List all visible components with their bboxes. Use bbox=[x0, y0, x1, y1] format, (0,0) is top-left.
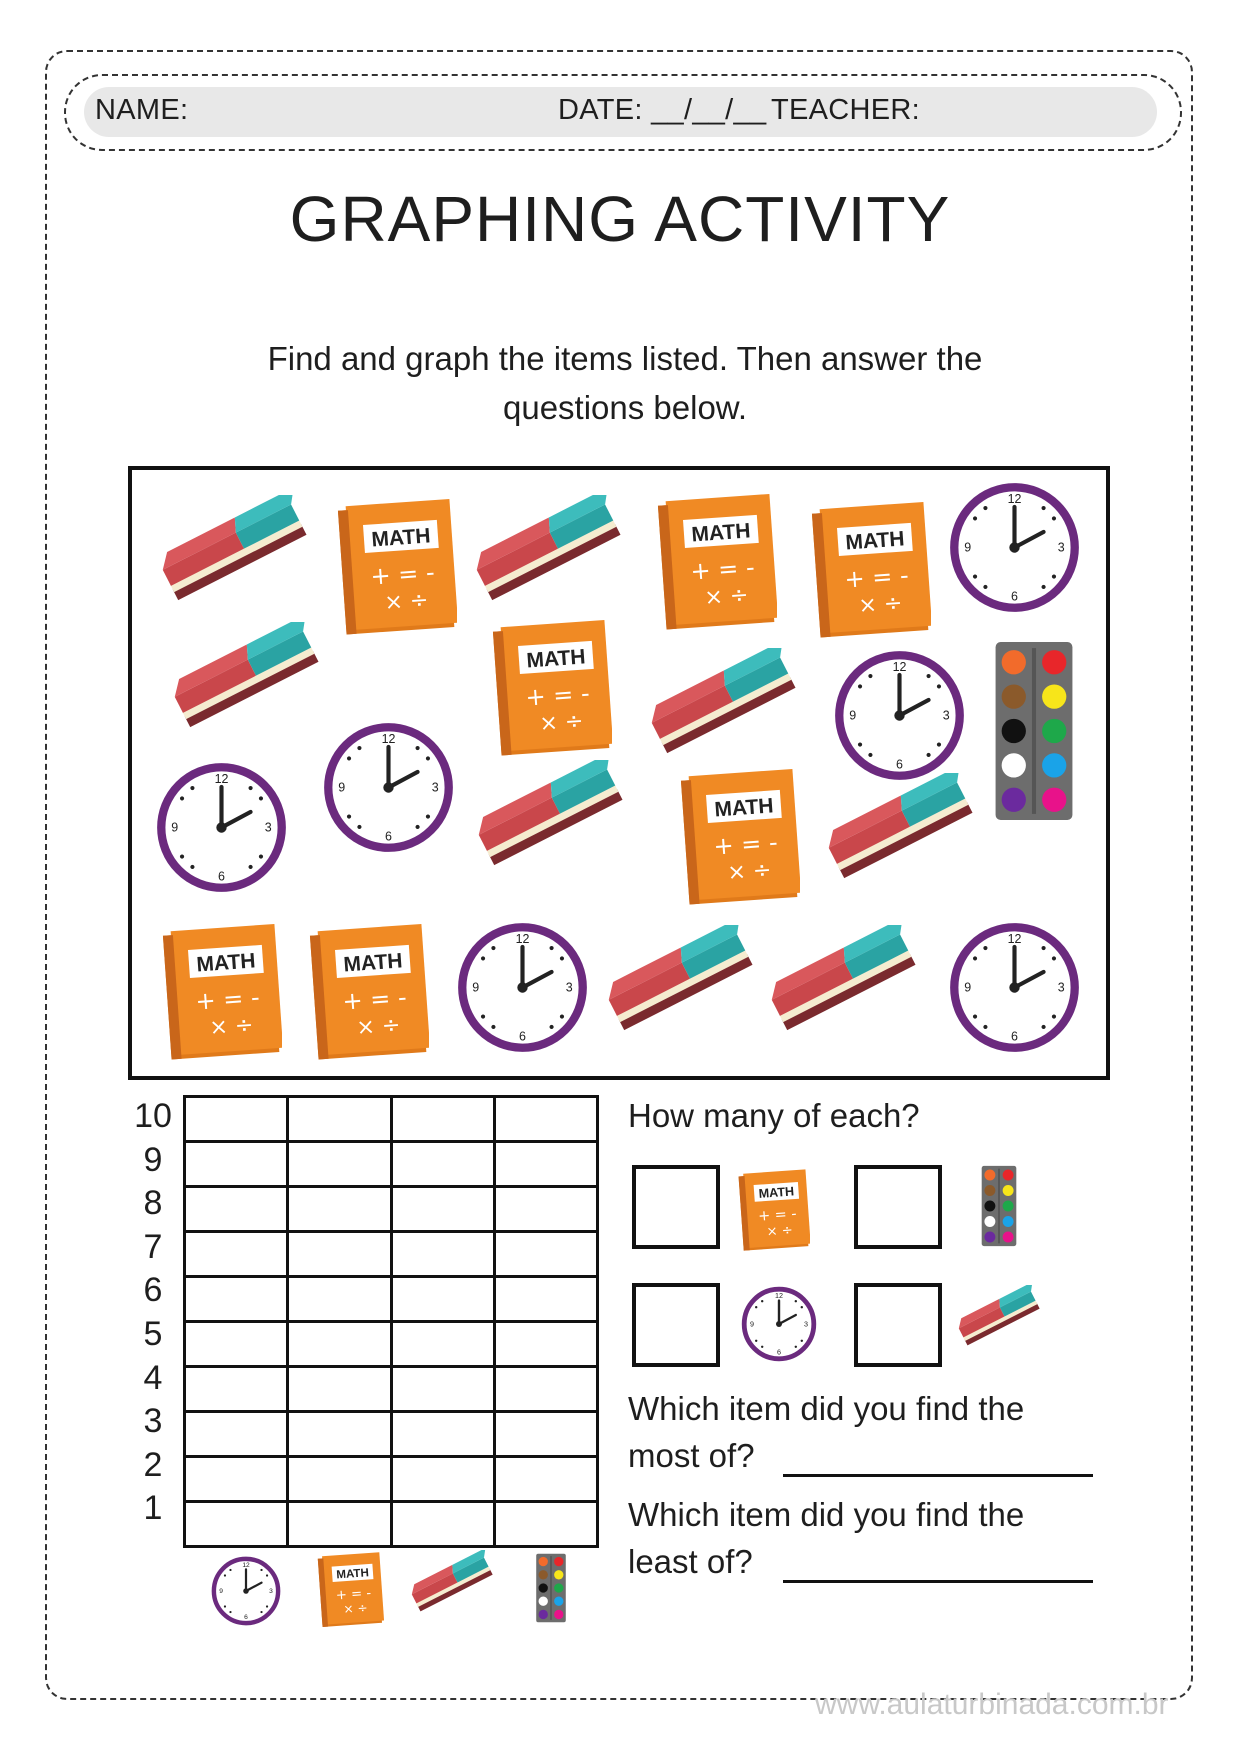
graph-cell[interactable] bbox=[494, 1367, 597, 1412]
clock-number: 9 bbox=[219, 1588, 223, 1596]
graph-cell[interactable] bbox=[494, 1277, 597, 1322]
date-label: DATE: __/__/__ bbox=[558, 94, 767, 126]
y-axis-label: 9 bbox=[143, 1140, 163, 1179]
graph-row bbox=[185, 1142, 598, 1187]
clock-number: 3 bbox=[431, 780, 439, 795]
clock-number: 9 bbox=[849, 708, 857, 723]
clock-number: 6 bbox=[1011, 1029, 1018, 1044]
svg-text:× ÷: × ÷ bbox=[355, 1012, 402, 1041]
graph-cell[interactable] bbox=[288, 1232, 391, 1277]
clock-number: 6 bbox=[385, 829, 392, 844]
question-most-line-2: most of? bbox=[628, 1437, 755, 1474]
graph-cell[interactable] bbox=[288, 1097, 391, 1142]
svg-text:× ÷: × ÷ bbox=[343, 1600, 369, 1617]
clock-count-box[interactable] bbox=[632, 1283, 720, 1367]
eraser-icon bbox=[765, 925, 925, 1045]
math-book-icon bbox=[304, 920, 429, 1065]
graph-cell[interactable] bbox=[288, 1142, 391, 1187]
answer-line-least[interactable] bbox=[783, 1580, 1093, 1583]
clock-number: 3 bbox=[804, 1319, 808, 1329]
paint-palette-icon bbox=[980, 1165, 1018, 1247]
eraser-icon bbox=[645, 648, 805, 768]
math-book-icon bbox=[735, 1167, 810, 1254]
answer-line-most[interactable] bbox=[783, 1474, 1093, 1477]
book-count-box[interactable] bbox=[632, 1165, 720, 1249]
y-axis-label: 1 bbox=[143, 1489, 163, 1528]
eraser-count-box[interactable] bbox=[854, 1283, 942, 1367]
graph-cell[interactable] bbox=[391, 1322, 494, 1367]
page-title: GRAPHING ACTIVITY bbox=[289, 183, 951, 255]
clock-number: 6 bbox=[519, 1029, 526, 1044]
svg-text:× ÷: × ÷ bbox=[538, 708, 585, 737]
clock-icon bbox=[154, 760, 289, 895]
svg-text:+ = -: + = - bbox=[194, 983, 261, 1016]
graph-cell[interactable] bbox=[185, 1367, 288, 1412]
search-picture bbox=[128, 466, 1110, 1080]
graph-cell[interactable] bbox=[494, 1097, 597, 1142]
svg-text:+ = -: + = - bbox=[369, 558, 436, 591]
y-axis-label: 3 bbox=[143, 1402, 163, 1441]
graph-cell[interactable] bbox=[185, 1277, 288, 1322]
graph-cell[interactable] bbox=[391, 1277, 494, 1322]
y-axis-label: 4 bbox=[143, 1358, 163, 1397]
teacher-label: TEACHER: bbox=[771, 94, 921, 126]
clock-number: 9 bbox=[171, 820, 179, 835]
y-axis-label: 6 bbox=[143, 1271, 163, 1310]
math-book-icon bbox=[157, 920, 282, 1065]
eraser-icon bbox=[955, 1285, 1045, 1355]
svg-text:+ = -: + = - bbox=[341, 983, 408, 1016]
y-axis-label: 7 bbox=[143, 1227, 163, 1266]
clock-number: 3 bbox=[1057, 980, 1065, 995]
clock-icon bbox=[947, 920, 1082, 1055]
book-label: MATH bbox=[844, 527, 906, 555]
graph-cell[interactable] bbox=[494, 1142, 597, 1187]
clock-number: 6 bbox=[244, 1614, 248, 1622]
graph-cell[interactable] bbox=[288, 1457, 391, 1502]
book-label: MATH bbox=[195, 949, 257, 977]
svg-text:× ÷: × ÷ bbox=[766, 1223, 794, 1240]
book-label: MATH bbox=[713, 794, 775, 822]
book-label: MATH bbox=[525, 645, 587, 673]
graph-cell[interactable] bbox=[185, 1142, 288, 1187]
graph-cell[interactable] bbox=[494, 1502, 597, 1547]
eraser-icon bbox=[168, 622, 328, 742]
clock-number: 9 bbox=[964, 980, 972, 995]
svg-text:× ÷: × ÷ bbox=[703, 582, 750, 611]
graph-row bbox=[185, 1277, 598, 1322]
graph-cell[interactable] bbox=[288, 1367, 391, 1412]
book-label: MATH bbox=[758, 1184, 795, 1201]
graph-cell[interactable] bbox=[391, 1367, 494, 1412]
graph-cell[interactable] bbox=[494, 1232, 597, 1277]
graph-cell[interactable] bbox=[494, 1187, 597, 1232]
math-book-icon bbox=[332, 495, 457, 640]
math-book-icon bbox=[314, 1550, 384, 1630]
paint-palette-icon bbox=[993, 640, 1075, 822]
clock-number: 9 bbox=[338, 780, 346, 795]
clock-number: 12 bbox=[1007, 491, 1022, 506]
graph-row bbox=[185, 1187, 598, 1232]
eraser-icon bbox=[156, 495, 316, 615]
clock-icon bbox=[321, 720, 456, 855]
math-book-icon bbox=[652, 490, 777, 635]
graph-cell[interactable] bbox=[288, 1502, 391, 1547]
svg-text:+ = -: + = - bbox=[335, 1586, 372, 1604]
svg-text:+ = -: + = - bbox=[712, 828, 779, 861]
svg-text:× ÷: × ÷ bbox=[208, 1012, 255, 1041]
graph-cell[interactable] bbox=[494, 1412, 597, 1457]
clock-number: 12 bbox=[242, 1562, 250, 1570]
graph-cell[interactable] bbox=[494, 1457, 597, 1502]
graph-cell[interactable] bbox=[391, 1097, 494, 1142]
clock-number: 6 bbox=[218, 869, 225, 884]
y-axis-label: 2 bbox=[143, 1445, 163, 1484]
graph-row bbox=[185, 1322, 598, 1367]
y-axis-label: 5 bbox=[143, 1315, 163, 1353]
instructions-line-2: questions below. bbox=[502, 389, 747, 426]
graph-cell[interactable] bbox=[185, 1457, 288, 1502]
clock-number: 12 bbox=[892, 659, 907, 674]
clock-number: 6 bbox=[777, 1347, 781, 1357]
y-axis-label: 10 bbox=[134, 1097, 172, 1135]
clock-number: 12 bbox=[214, 771, 229, 786]
graph-cell[interactable] bbox=[185, 1412, 288, 1457]
clock-number: 3 bbox=[942, 708, 950, 723]
eraser-icon bbox=[408, 1550, 498, 1622]
clock-number: 3 bbox=[1057, 540, 1065, 555]
svg-text:× ÷: × ÷ bbox=[383, 587, 430, 616]
eraser-icon bbox=[470, 495, 630, 615]
svg-text:+ = -: + = - bbox=[689, 553, 756, 586]
graph-cell[interactable] bbox=[391, 1142, 494, 1187]
question-least-line-1: Which item did you find the bbox=[628, 1496, 1025, 1533]
graph-row bbox=[185, 1367, 598, 1412]
book-label: MATH bbox=[335, 1567, 370, 1582]
clock-number: 6 bbox=[896, 757, 903, 772]
clock-icon bbox=[832, 648, 967, 783]
clock-number: 9 bbox=[472, 980, 480, 995]
book-label: MATH bbox=[690, 519, 752, 547]
clock-icon bbox=[947, 480, 1082, 615]
clock-number: 9 bbox=[964, 540, 972, 555]
graph-cell[interactable] bbox=[288, 1277, 391, 1322]
eraser-icon bbox=[602, 925, 762, 1045]
name-label: NAME: bbox=[95, 94, 189, 126]
graph-cell[interactable] bbox=[185, 1232, 288, 1277]
clock-number: 6 bbox=[1011, 589, 1018, 604]
svg-text:+ = -: + = - bbox=[843, 561, 910, 594]
graph-cell[interactable] bbox=[391, 1502, 494, 1547]
clock-number: 3 bbox=[565, 980, 573, 995]
math-book-icon bbox=[806, 498, 931, 643]
clock-icon bbox=[210, 1555, 282, 1627]
graph-cell[interactable] bbox=[288, 1322, 391, 1367]
graph-row bbox=[185, 1457, 598, 1502]
clock-number: 9 bbox=[750, 1319, 754, 1329]
graph-cell[interactable] bbox=[494, 1322, 597, 1367]
eraser-icon bbox=[822, 773, 982, 893]
clock-number: 3 bbox=[264, 820, 272, 835]
svg-text:× ÷: × ÷ bbox=[726, 857, 773, 886]
book-label: MATH bbox=[370, 524, 432, 552]
graph-row bbox=[185, 1097, 598, 1142]
y-axis-label: 8 bbox=[143, 1184, 163, 1223]
clock-number: 12 bbox=[1007, 931, 1022, 946]
graph-cell[interactable] bbox=[185, 1322, 288, 1367]
graph-cell[interactable] bbox=[185, 1097, 288, 1142]
graph-cell[interactable] bbox=[391, 1412, 494, 1457]
svg-text:+ = -: + = - bbox=[757, 1206, 798, 1225]
book-label: MATH bbox=[342, 949, 404, 977]
graph-row bbox=[185, 1232, 598, 1277]
clock-number: 3 bbox=[269, 1588, 273, 1596]
graph-cell[interactable] bbox=[288, 1187, 391, 1232]
graph-row bbox=[185, 1502, 598, 1547]
graph-row bbox=[185, 1412, 598, 1457]
math-book-icon bbox=[675, 765, 800, 910]
graph-cell[interactable] bbox=[391, 1457, 494, 1502]
graph-cell[interactable] bbox=[288, 1412, 391, 1457]
math-book-icon bbox=[487, 616, 612, 761]
clock-number: 12 bbox=[515, 931, 530, 946]
clock-icon bbox=[455, 920, 590, 1055]
graph-cell[interactable] bbox=[185, 1502, 288, 1547]
question-least-line-2: least of? bbox=[628, 1543, 753, 1580]
palette-count-box[interactable] bbox=[854, 1165, 942, 1249]
instructions-line-1: Find and graph the items listed. Then answer the bbox=[267, 340, 983, 377]
graph-cell[interactable] bbox=[391, 1187, 494, 1232]
question-most-line-1: Which item did you find the bbox=[628, 1390, 1025, 1427]
watermark: www.aulaturbinada.com.br bbox=[815, 1688, 1169, 1721]
graph-cell[interactable] bbox=[391, 1232, 494, 1277]
svg-text:× ÷: × ÷ bbox=[857, 590, 904, 619]
svg-text:+ = -: + = - bbox=[524, 679, 591, 712]
clock-number: 12 bbox=[381, 731, 396, 746]
graph-cell[interactable] bbox=[185, 1187, 288, 1232]
paint-palette-icon bbox=[535, 1553, 567, 1623]
bar-graph-grid[interactable] bbox=[183, 1095, 599, 1548]
count-prompt: How many of each? bbox=[628, 1097, 920, 1134]
clock-number: 12 bbox=[775, 1291, 783, 1301]
clock-icon bbox=[740, 1285, 818, 1363]
eraser-icon bbox=[472, 760, 632, 880]
